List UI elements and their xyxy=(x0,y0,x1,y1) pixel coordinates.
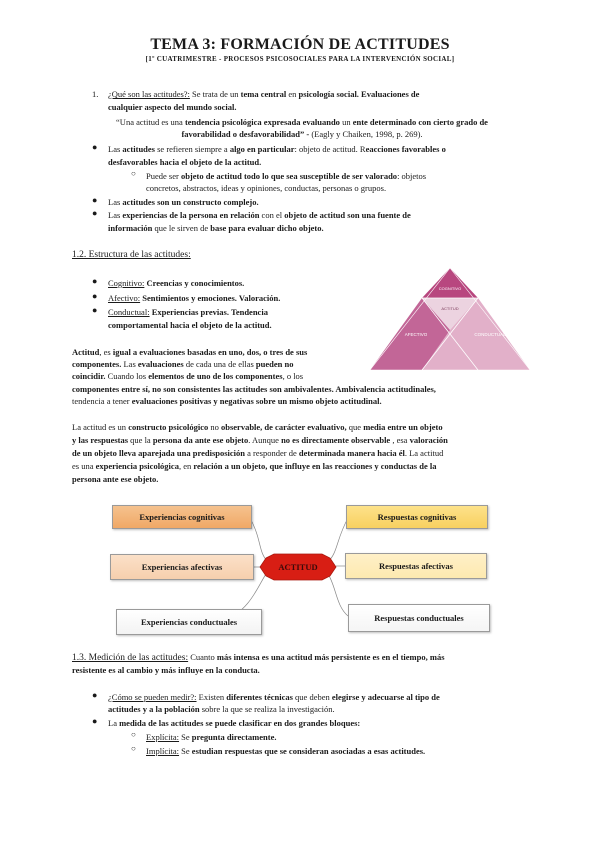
actitud-paragraph-line-5: tendencia a tener evaluaciones positivas y negativas sobre un mismo objeto actitudinal. xyxy=(72,396,382,406)
triangle-label-afectivo: AFECTIVO xyxy=(404,332,428,337)
sub-bullet-1-line-2: concretos, abstractos, ideas y opiniones, conductas, personas o grupos. xyxy=(146,183,387,193)
actitud-paragraph-line-1: Actitud, es igual a evaluaciones basadas en uno, dos, o tres de sus xyxy=(72,347,308,357)
constructo-paragraph-line-5: persona ante ese objeto. xyxy=(72,474,159,484)
section-1-line-1: ¿Qué son las actitudes?: Se trata de un tema central en psicología social. Evaluaciones de xyxy=(108,89,420,99)
triangle-label-conductual: CONDUCTUAL xyxy=(474,332,506,337)
definition-quote-line-2: favorabilidad o desfavorabilidad” - (Eagly y Chaiken, 1998, p. 269). xyxy=(181,129,423,139)
triangle-label-actitud: ACTITUD xyxy=(441,306,459,311)
constructo-paragraph-line-2: y las respuestas que la persona da ante ese objeto. Aunque no es directamente observable , esa valoración xyxy=(72,435,448,445)
bullet-icon: ● xyxy=(92,208,98,218)
constructo-paragraph-line-4: es una experiencia psicológica, en relación a un objeto, que influye en las reacciones y conductas de la xyxy=(72,461,437,471)
sub-bullet-icon: ○ xyxy=(131,730,136,739)
measure-bullet-1-line-2: actitudes y a la población sobre la que se realiza la investigación. xyxy=(108,704,335,714)
bullet-icon: ● xyxy=(92,291,98,301)
constructo-paragraph-line-1: La actitud es un constructo psicológico no observable, de carácter evaluativo, que media entre un objeto xyxy=(72,422,443,432)
component-cognitivo: Cognitivo: Creencias y conocimientos. xyxy=(108,278,245,288)
bullet-icon: ● xyxy=(92,690,98,700)
actitud-paragraph-line-2: componentes. Las evaluaciones de cada una de ellas pueden no xyxy=(72,359,294,369)
actitud-paragraph-line-4: componentes entre sí, no son consistentes las actitudes son ambivalentes. Ambivalencia actitudinales, xyxy=(72,384,436,394)
actitud-hexagon-label: ACTITUD xyxy=(278,562,318,572)
triangle-label-cognitivo: COGNITIVO xyxy=(438,286,462,291)
section-3-line-2: resistente es al cambio y más influye en la conducta. xyxy=(72,665,260,675)
component-afectivo: Afectivo: Sentimientos y emociones. Valoración. xyxy=(108,293,281,303)
page-subtitle: [1º CUATRIMESTRE - PROCESOS PSICOSOCIALES PARA LA INTERVENCIÓN SOCIAL] xyxy=(145,55,455,63)
sub-bullet-1-line-1: Puede ser objeto de actitud todo lo que sea susceptible de ser valorado: objetos xyxy=(146,171,427,181)
section-1-line-2: cualquier aspecto del mundo social. xyxy=(108,102,237,112)
page-title: TEMA 3: FORMACIÓN DE ACTITUDES xyxy=(150,36,450,53)
bullet-3-line-1: Las experiencias de la persona en relación con el objeto de actitud son una fuente de xyxy=(108,210,411,220)
bullet-icon: ● xyxy=(92,716,98,726)
attitude-triangle-diagram xyxy=(368,264,532,374)
implicita-item: Implícita: Se estudian respuestas que se consideran asociadas a esas actitudes. xyxy=(146,746,426,756)
triangle-top xyxy=(422,268,478,298)
bullet-icon: ● xyxy=(92,276,98,286)
sub-bullet-icon: ○ xyxy=(131,744,136,753)
sub-bullet-icon: ○ xyxy=(131,169,136,178)
bullet-1-line-1: Las actitudes se refieren siempre a algo en particular: objeto de actitud. Reacciones favorables o xyxy=(108,144,446,154)
section-3-heading: 1.3. Medición de las actitudes: xyxy=(72,653,189,663)
experiencias-conductuales-box: Experiencias conductuales xyxy=(116,609,262,635)
bullet-1-line-2: desfavorables hacia el objeto de la actitud. xyxy=(108,157,262,167)
section-number: 1. xyxy=(92,89,99,99)
respuestas-afectivas-box: Respuestas afectivas xyxy=(345,553,487,579)
bullet-3-line-2: información que le sirven de base para evaluar dicho objeto. xyxy=(108,223,324,233)
definition-quote-line-1: “Una actitud es una tendencia psicológica expresada evaluando un ente determinado con cierto grado de xyxy=(116,117,488,127)
experiencias-afectivas-box: Experiencias afectivas xyxy=(110,554,254,580)
bullet-icon: ● xyxy=(92,305,98,315)
actitud-paragraph-line-3: coincidir. Cuando los elementos de uno de los componentes, o los xyxy=(72,371,304,381)
component-conductual-line-2: comportamental hacia el objeto de la actitud. xyxy=(108,320,272,330)
respuestas-cognitivas-box: Respuestas cognitivas xyxy=(346,505,488,529)
component-conductual-line-1: Conductual: Experiencias previas. Tendencia xyxy=(108,307,268,317)
bullet-icon: ● xyxy=(92,142,98,152)
section-3-line-1: 1.3. Medición de las actitudes: Cuanto más intensa es una actitud más persistente es en el tiempo, más xyxy=(72,652,445,663)
section-2-heading: 1.2. Estructura de las actitudes: xyxy=(72,250,191,260)
explicita-item: Explícita: Se pregunta directamente. xyxy=(146,732,277,742)
measure-bullet-1-line-1: ¿Cómo se pueden medir?: Existen diferentes técnicas que deben elegirse y adecuarse al tipo de xyxy=(108,692,440,702)
respuestas-conductuales-box: Respuestas conductuales xyxy=(348,604,490,632)
bullet-2: Las actitudes son un constructo complejo. xyxy=(108,197,259,207)
measure-bullet-2: La medida de las actitudes se puede clasificar en dos grandes bloques: xyxy=(108,718,361,728)
bullet-icon: ● xyxy=(92,195,98,205)
constructo-paragraph-line-3: de un objeto lleva aparejada una predisposición a responder de determinada manera hacia él. La actitud xyxy=(72,448,444,458)
experiencias-cognitivas-box: Experiencias cognitivas xyxy=(112,505,252,529)
section-1-heading: ¿Qué son las actitudes?: xyxy=(108,89,190,99)
